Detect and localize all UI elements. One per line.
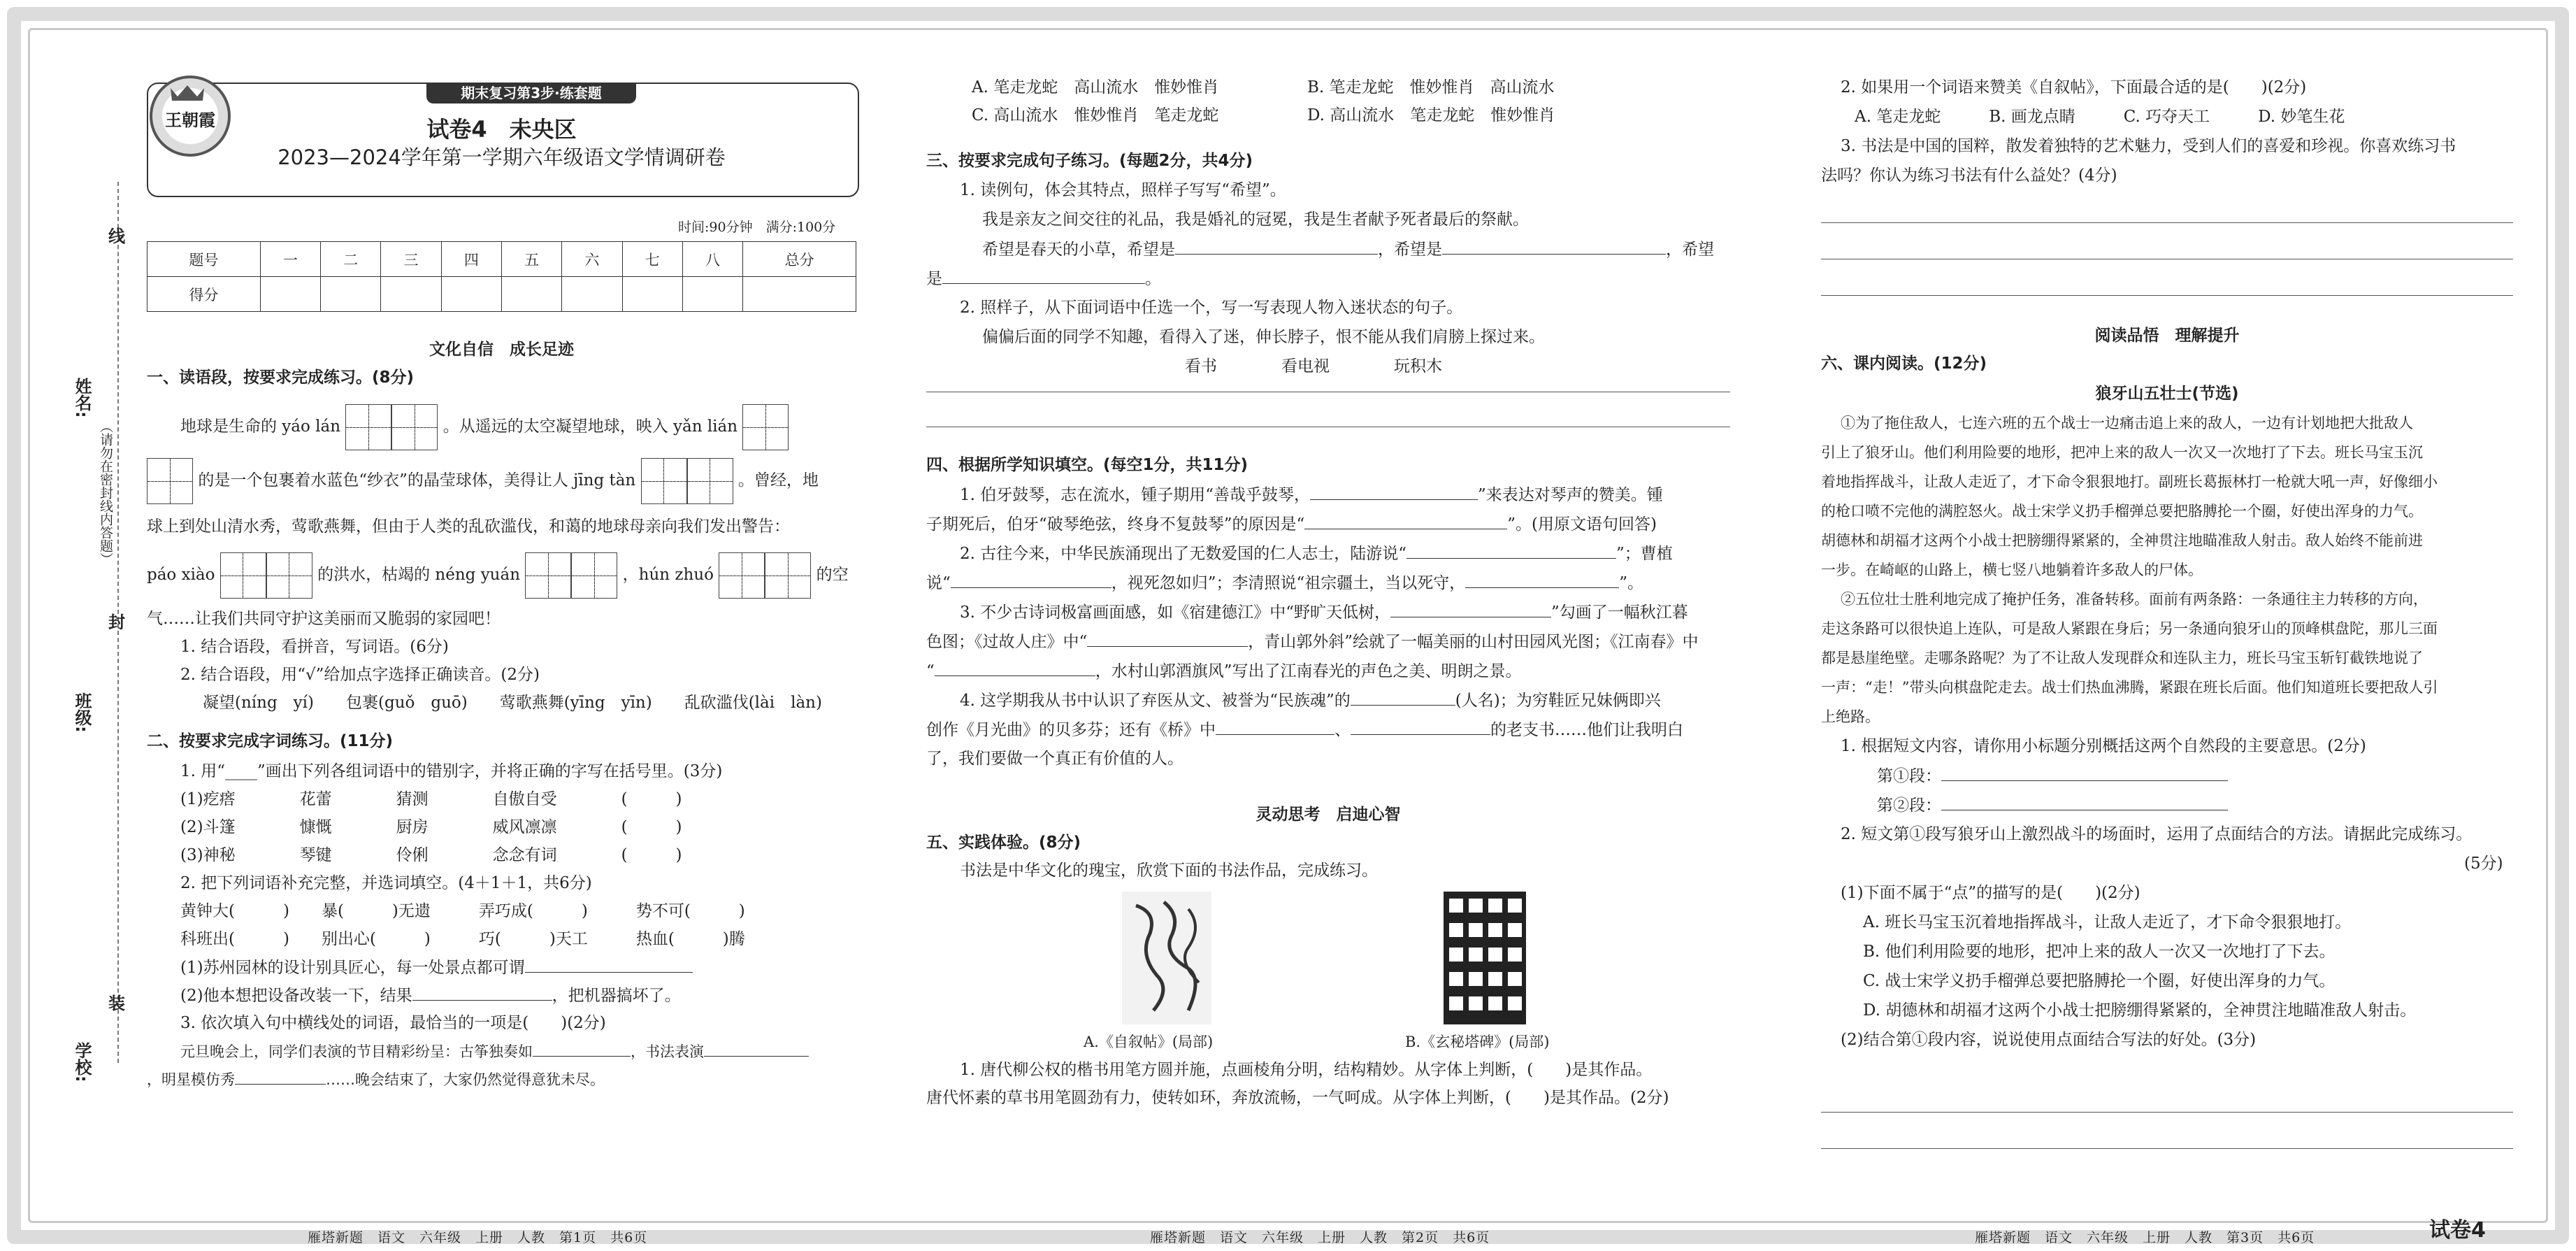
text: 3. 不少古诗词极富画面感，如《宿建德江》中“野旷天低树， xyxy=(960,603,1391,622)
score-cell[interactable] xyxy=(743,277,856,312)
page-footer-3: 雁塔新题 语文 六年级 上册 人教 第3页 共6页 xyxy=(1975,1230,2315,1245)
score-cell[interactable] xyxy=(562,277,622,312)
score-header-cell: 五 xyxy=(501,242,561,277)
calligraphy-image-b xyxy=(1444,892,1526,1024)
text: ，书法表演 xyxy=(631,1043,704,1060)
passage-line: 胡德林和胡福才这两个小战士把膀绷得紧紧的，全神贯注地瞄准敌人射击。敌人始终不能前进 xyxy=(1821,532,2423,549)
passage-line: 的枪口喷不完他的满腔怒火。战士宋学义扔手榴弹总要把胳膊抡一个圈，好使出浑身的力气。 xyxy=(1821,503,2423,520)
q3-title: 三、按要求完成句子练习。(每题2分，共4分) xyxy=(926,152,1253,170)
q1-title: 一、读语段，按要求完成练习。(8分) xyxy=(147,369,415,387)
section-title-2: 灵动思考 启迪心智 xyxy=(1255,806,1401,824)
q3-1-example: 我是亲友之间交往的礼品，我是婚礼的冠冕，我是生者献予死者最后的祭献。 xyxy=(982,210,1529,229)
text: (2)他本想把设备改装一下，结果 xyxy=(180,987,412,1005)
side-label-zhuang: 装 xyxy=(108,994,125,1013)
answer-line[interactable] xyxy=(1821,1112,2513,1113)
text: ，hún zhuó xyxy=(622,566,714,584)
pinyin-box-nengyuan[interactable] xyxy=(571,552,617,599)
text: 的老支书……他们让我明白 xyxy=(1490,721,1683,739)
score-cell[interactable] xyxy=(501,277,561,312)
answer-blank[interactable] xyxy=(1310,484,1478,500)
option-d: D. 高山流水 笔走龙蛇 惟妙惟肖 xyxy=(1307,106,1555,124)
text: ”。 xyxy=(1619,574,1644,592)
page-column-1 xyxy=(147,63,860,1245)
answer-line[interactable] xyxy=(1821,295,2513,296)
q5-2: 2. 如果用一个词语来赞美《自叙帖》，下面最合适的是( )(2分) xyxy=(1841,78,2307,96)
text: ，希望是 xyxy=(1378,241,1442,259)
pinyin-box-jingtan[interactable] xyxy=(687,458,733,504)
text: “ xyxy=(926,662,935,680)
q4-4-line-3: 了，我们要做一个真正有价值的人。 xyxy=(926,750,1183,768)
q6-1: 1. 根据短文内容，请你用小标题分别概括这两个自然段的主要意思。(2分) xyxy=(1841,737,2366,755)
time-info: 时间:90分钟 满分:100分 xyxy=(678,220,836,235)
q5-1-line-1: 1. 唐代柳公权的楷书用笔方圆并施，点画棱角分明，结构精妙。从字体上判断，( )是其作品。 xyxy=(960,1061,1653,1079)
section-title-3: 阅读品悟 理解提升 xyxy=(2094,327,2240,345)
passage-line: ②五位壮士胜利地完成了掩护任务，准备转移。面前有两条路：一条通往主力转移的方向， xyxy=(1841,591,2428,608)
score-cell[interactable] xyxy=(622,277,682,312)
score-cell[interactable] xyxy=(381,277,441,312)
answer-line[interactable] xyxy=(1821,1148,2513,1149)
q2-1: 1. 用“____”画出下列各组词语中的错别字，并将正确的字写在括号里。(3分) xyxy=(180,762,723,780)
q5-3-line-1: 3. 书法是中国的国粹，散发着独特的艺术魅力，受到人们的喜爱和珍视。你喜欢练习书 xyxy=(1841,137,2456,155)
q2-3: 3. 依次填入句中横线处的词语，最恰当的一项是( )(2分) xyxy=(180,1014,606,1032)
q6-2-points: (5分) xyxy=(2464,855,2503,873)
answer-blank[interactable] xyxy=(942,268,1145,284)
exam-subtitle: 2023—2024学年第一学期六年级语文学情调研卷 xyxy=(278,145,726,169)
q2-1-row-3[interactable]: (3)神秘 琴键 伶俐 念念有词 ( ) xyxy=(180,846,682,864)
answer-blank[interactable] xyxy=(1175,238,1378,255)
name-label: 姓名: xyxy=(72,378,92,418)
answer-blank[interactable] xyxy=(1465,572,1619,588)
q1-2-options[interactable]: 凝望(níng yí) 包裹(guǒ guō) 莺歌燕舞(yīng yīn) 乱砍滥伐(lài làn) xyxy=(203,694,822,712)
text: ”勾画了一幅秋江暮 xyxy=(1551,603,1688,622)
score-header-cell: 八 xyxy=(682,242,742,277)
pinyin-box-yanlian[interactable] xyxy=(147,458,193,504)
pinyin-box-yaolan[interactable] xyxy=(391,404,438,450)
pinyin-box-hunzhuo[interactable] xyxy=(719,552,765,599)
text: 色图；《过故人庄》中“ xyxy=(926,633,1088,651)
text: 元旦晚会上，同学们表演的节目精彩纷呈：古筝独奏如 xyxy=(180,1043,533,1060)
text: ，希望 xyxy=(1666,241,1714,259)
text: 4. 这学期我从书中认识了弃医从文、被誉为“民族魂”的 xyxy=(960,692,1351,710)
caption-a: A.《自叙帖》(局部) xyxy=(1084,1034,1214,1050)
answer-blank[interactable] xyxy=(412,985,552,1001)
q4-2-line-2 xyxy=(926,572,1643,594)
text: 地球是生命的 yáo lán xyxy=(180,417,341,436)
answer-blank[interactable] xyxy=(704,1041,809,1057)
passage-line: 着地指挥战斗，让敌人走近了，才下命令狠狠地打。副班长葛振林打一枪就大吼一声，好像细小 xyxy=(1821,473,2438,490)
passage-line-4 xyxy=(147,552,849,599)
text: ”；曹植 xyxy=(1616,545,1673,563)
text: páo xiào xyxy=(147,566,215,584)
q2-2-sentence-1 xyxy=(180,957,693,978)
q4-4-line-2 xyxy=(926,719,1683,741)
text: 。 xyxy=(1145,270,1161,288)
answer-blank[interactable] xyxy=(1087,631,1248,647)
q6-title: 六、课内阅读。(12分) xyxy=(1821,355,1987,373)
q2-2: 2. 把下列词语补充完整，并选词填空。(4＋1＋1，共6分) xyxy=(180,874,592,892)
text: 第①段： xyxy=(1877,767,1941,785)
passage-line-2 xyxy=(147,458,819,504)
passage-line: 走这条路可以很快追上连队，可是敌人紧跟在身后；另一条通向狼牙山的顶峰棋盘陀，那儿三面 xyxy=(1821,620,2438,637)
side-label-feng: 封 xyxy=(108,613,125,632)
pinyin-box-paoxiao[interactable] xyxy=(220,552,266,599)
answer-blank[interactable] xyxy=(1216,719,1334,735)
pinyin-box-hunzhuo[interactable] xyxy=(765,552,811,599)
section-title-1: 文化自信 成长足迹 xyxy=(429,341,574,359)
q5-intro: 书法是中华文化的瑰宝，欣赏下面的书法作品，完成练习。 xyxy=(960,862,1378,880)
q3-1-line-1 xyxy=(982,238,1714,260)
pinyin-box-nengyuan[interactable] xyxy=(525,552,571,599)
q6-2-option-c[interactable]: C. 战士宋学义扔手榴弹总要把胳膊抡一个圈，好使出浑身的力气。 xyxy=(1863,972,2336,990)
pinyin-box-yanlian[interactable] xyxy=(742,404,789,450)
text: ”来表达对琴声的赞美。锺 xyxy=(1478,486,1663,504)
answer-blank[interactable] xyxy=(1304,513,1507,529)
score-table-header-row xyxy=(147,242,856,277)
text: 。从遥远的太空凝望地球，映入 yǎn lián xyxy=(442,417,738,436)
passage-line: 都是悬崖绝壁。走哪条路呢？为了不让敌人发现群众和连队主力，班长马宝玉斩钉截铁地说了 xyxy=(1821,650,2423,666)
class-label: 班级: xyxy=(72,692,92,733)
q4-1-line-1 xyxy=(960,484,1663,506)
header-banner: 期末复习第3步·练套题 xyxy=(426,83,636,103)
score-table-score-row xyxy=(147,277,856,312)
text: ，青山郭外斜”绘就了一幅美丽的山村田园风光图；《江南春》中 xyxy=(1248,633,1699,651)
q2-2-row-1[interactable]: 黄钟大( ) 暴( )无遗 弄巧成( ) 势不可( ) xyxy=(180,902,745,920)
q1-1: 1. 结合语段，看拼音，写词语。(6分) xyxy=(180,638,449,656)
q4-2-line-1 xyxy=(960,543,1673,564)
text: 子期死后，伯牙“破琴绝弦，终身不复鼓琴”的原因是“ xyxy=(926,515,1305,534)
score-header-cell: 一 xyxy=(260,242,320,277)
logo-label: 王朝霞 xyxy=(165,110,215,130)
q2-1-row-1[interactable]: (1)疙瘩 花蕾 猜测 自傲自受 ( ) xyxy=(180,790,682,808)
answer-blank[interactable] xyxy=(1941,794,2228,810)
text: 的洪水，枯竭的 néng yuán xyxy=(317,566,521,584)
q6-2-2: (2)结合第①段内容，说说使用点面结合写法的好处。(3分) xyxy=(1841,1031,2257,1049)
text: 创作《月光曲》的贝多芬；还有《桥》中 xyxy=(926,721,1216,739)
score-header-cell: 四 xyxy=(441,242,501,277)
text: 1. 伯牙鼓琴，志在流水，锺子期用“善哉乎鼓琴， xyxy=(960,486,1311,504)
pinyin-box-jingtan[interactable] xyxy=(641,458,687,504)
text: 、 xyxy=(1334,721,1351,739)
answer-blank[interactable] xyxy=(1351,719,1490,735)
q3-1-line-2 xyxy=(926,268,1161,289)
passage-title: 狼牙山五壮士(节选) xyxy=(2095,385,2239,403)
answer-blank[interactable] xyxy=(1390,601,1551,617)
score-cell[interactable] xyxy=(682,277,742,312)
page-footer-1: 雁塔新题 语文 六年级 上册 人教 第1页 共6页 xyxy=(308,1230,648,1245)
page-column-3 xyxy=(1821,63,2513,1245)
passage-line: 一步。在崎岖的山路上，横七竖八地躺着许多敌人的尸体。 xyxy=(1821,562,2203,578)
answer-blank[interactable] xyxy=(1406,543,1616,559)
seal-note: （请勿在密封线内答题） xyxy=(98,420,113,566)
pinyin-box-yaolan[interactable] xyxy=(345,404,391,450)
text: ”。(用原文语句回答) xyxy=(1507,515,1657,534)
q4-3-line-1 xyxy=(960,601,1688,623)
score-header-cell: 三 xyxy=(381,242,441,277)
score-header-cell: 七 xyxy=(622,242,682,277)
q6-2-option-a[interactable]: A. 班长马宝玉沉着地指挥战斗，让敌人走近了，才下命令狠狠地打。 xyxy=(1863,913,2352,931)
calligraphy-image-a xyxy=(1122,892,1211,1024)
q6-2-option-b[interactable]: B. 他们利用险要的地形，把冲上来的敌人一次又一次地打了下去。 xyxy=(1863,943,2336,961)
answer-blank[interactable] xyxy=(951,572,1111,588)
answer-blank[interactable] xyxy=(533,1041,631,1057)
text: 第②段： xyxy=(1877,796,1941,815)
q5-title: 五、实践体验。(8分) xyxy=(926,834,1081,852)
text: 希望是春天的小草，希望是 xyxy=(982,241,1175,259)
answer-blank[interactable] xyxy=(1442,238,1666,255)
logo-seal xyxy=(150,76,231,157)
q2-1-row-2[interactable]: (2)斗篷 慷慨 厨房 威风凛凛 ( ) xyxy=(180,818,682,836)
q6-2-1: (1)下面不属于“点”的描写的是( )(2分) xyxy=(1841,884,2140,902)
q3-2-words: 看书 看电视 玩积木 xyxy=(1185,357,1442,376)
answer-blank[interactable] xyxy=(935,660,1095,676)
passage-line: 一声：“走！”带头向棋盘陀走去。战士们热血沸腾，紧跟在班长后面。他们知道班长要把敌人引 xyxy=(1821,679,2438,696)
text: (人名)；为穷鞋匠兄妹俩即兴 xyxy=(1455,692,1661,710)
score-header-cell: 题号 xyxy=(147,242,261,277)
score-header-cell: 总分 xyxy=(743,242,856,277)
answer-blank[interactable] xyxy=(235,1068,326,1085)
q2-2-row-2[interactable]: 科班出( ) 别出心( ) 巧( )天工 热血( )腾 xyxy=(180,930,745,948)
q3-1: 1. 读例句，体会其特点，照样子写写“希望”。 xyxy=(960,181,1286,199)
score-row-label: 得分 xyxy=(147,277,261,312)
text: 的是一个包裹着水蓝色“纱衣”的晶莹球体，美得让人 jīng tàn xyxy=(198,471,636,489)
q4-4-line-1 xyxy=(960,689,1661,711)
q2-3-sentence-2 xyxy=(147,1068,605,1090)
text: 2. 古往今来，中华民族涌现出了无数爱国的仁人志士，陆游说“ xyxy=(960,545,1407,563)
answer-blank[interactable] xyxy=(1941,765,2228,781)
q3-2: 2. 照样子，从下面词语中任选一个，写一写表现人物入迷状态的句子。 xyxy=(960,299,1463,317)
q4-3-line-3 xyxy=(926,660,1522,682)
passage-line-3: 球上到处山清水秀，莺歌燕舞，但由于人类的乱砍滥伐，和蔼的地球母亲向我们发出警告： xyxy=(147,517,790,536)
answer-line[interactable] xyxy=(1821,222,2513,223)
option-a: A. 笔走龙蛇 高山流水 惟妙惟肖 xyxy=(972,78,1219,96)
pinyin-box-paoxiao[interactable] xyxy=(266,552,312,599)
page-column-2 xyxy=(926,63,1730,1245)
score-cell[interactable] xyxy=(441,277,501,312)
text: ，把机器搞坏了。 xyxy=(552,987,681,1005)
q6-1-para-2 xyxy=(1877,794,2228,816)
passage-line-5: 气……让我们共同守护这美丽而又脆弱的家园吧！ xyxy=(147,610,501,628)
q6-1-para-1 xyxy=(1877,765,2228,787)
score-header-cell: 二 xyxy=(321,242,381,277)
option-b: B. 笔走龙蛇 惟妙惟肖 高山流水 xyxy=(1307,78,1555,96)
q5-3-line-2: 法吗？你认为练习书法有什么益处？(4分) xyxy=(1821,166,2117,185)
q6-2: 2. 短文第①段写狼牙山上激烈战斗的场面时，运用了点面结合的方法。请据此完成练习。 xyxy=(1841,825,2473,843)
score-header-cell: 六 xyxy=(562,242,622,277)
passage-line: ①为了拖住敌人，七连六班的五个战士一边痛击追上来的敌人，一边有计划地把大批敌人 xyxy=(1841,415,2413,431)
score-cell[interactable] xyxy=(260,277,320,312)
exam-mark: 试卷4 xyxy=(2429,1218,2486,1243)
passage-line: 引上了狼牙山。他们利用险要的地形，把冲上来的敌人一次又一次地打了下去。班长马宝玉沉 xyxy=(1821,444,2423,461)
page-footer-2: 雁塔新题 语文 六年级 上册 人教 第2页 共6页 xyxy=(1150,1230,1490,1245)
caption-b: B.《玄秘塔碑》(局部) xyxy=(1405,1034,1550,1050)
q2-title: 二、按要求完成字词练习。(11分) xyxy=(147,732,394,750)
text: 的空 xyxy=(816,566,849,584)
exam-title: 试卷4 未央区 xyxy=(426,116,577,143)
q2-2-sentence-2 xyxy=(180,985,681,1006)
text: ，明星模仿秀 xyxy=(147,1071,235,1088)
q6-2-option-d[interactable]: D. 胡德林和胡福才这两个小战士把膀绷得紧紧的，全神贯注地瞄准敌人射击。 xyxy=(1863,1001,2417,1020)
text: ……晚会结束了，大家仍然觉得意犹未尽。 xyxy=(326,1071,605,1088)
text: ，视死忽如归”；李清照说“祖宗疆土，当以死守， xyxy=(1111,574,1466,592)
q4-3-line-2 xyxy=(926,631,1699,652)
text: 说“ xyxy=(926,574,951,592)
text: 是 xyxy=(926,270,942,288)
answer-blank[interactable] xyxy=(525,957,693,973)
school-label: 学校: xyxy=(72,1042,92,1082)
q1-2: 2. 结合语段，用“√”给加点字选择正确读音。(2分) xyxy=(180,666,540,684)
text: ，水村山郭酒旗风”写出了江南春光的声色之美、明朗之景。 xyxy=(1095,662,1522,680)
q4-1-line-2 xyxy=(926,513,1657,535)
passage-line-1 xyxy=(180,404,789,450)
option-c: C. 高山流水 惟妙惟肖 笔走龙蛇 xyxy=(972,106,1219,124)
passage-line: 上绝路。 xyxy=(1821,708,1880,725)
score-table xyxy=(147,241,856,312)
q4-title: 四、根据所学知识填空。(每空1分，共11分) xyxy=(926,456,1249,474)
q5-2-options[interactable]: A. 笔走龙蛇 B. 画龙点睛 C. 巧夺天工 D. 妙笔生花 xyxy=(1855,108,2345,126)
q3-2-example: 偏偏后面的同学不知趣，看得入了迷，伸长脖子，恨不能从我们肩膀上探过来。 xyxy=(982,328,1545,346)
score-cell[interactable] xyxy=(321,277,381,312)
text: 。曾经，地 xyxy=(737,471,819,489)
text: (1)苏州园林的设计别具匠心，每一处景点都可谓 xyxy=(180,959,525,977)
side-label-xian: 线 xyxy=(108,227,125,246)
q2-3-sentence-1 xyxy=(180,1041,809,1062)
answer-blank[interactable] xyxy=(1351,689,1455,706)
q5-1-line-2: 唐代怀素的草书用笔圆劲有力，使转如环，奔放流畅，一气呵成。从字体上判断，( )是其作品。(2分) xyxy=(926,1089,1669,1107)
